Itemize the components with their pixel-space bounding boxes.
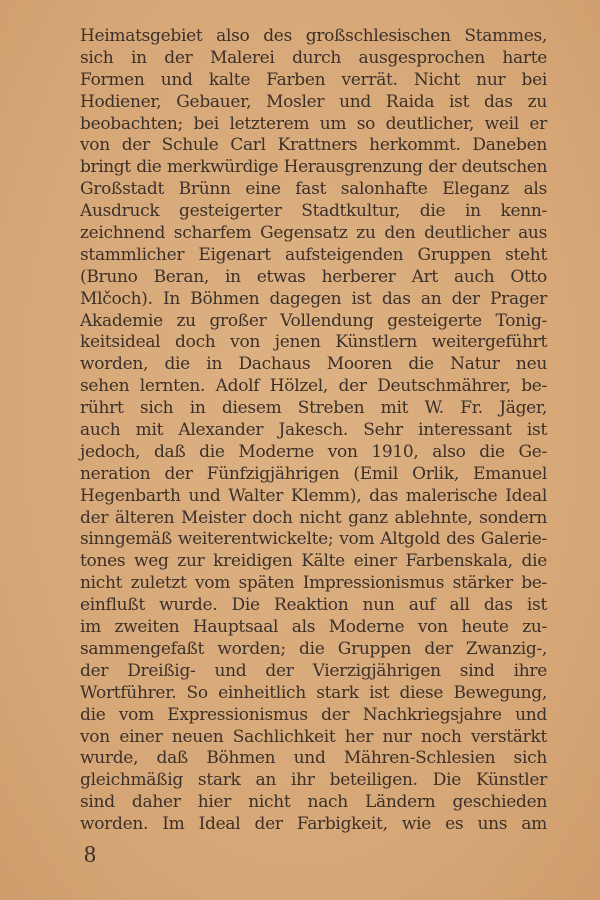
text-line: jedoch, daß die Moderne von 1910, also die Ge- xyxy=(80,441,547,462)
text-line: nicht zuletzt vom späten Impressionismus stärker be- xyxy=(80,573,547,594)
text-line: Großstadt Brünn eine fast salonhafte Eleganz als xyxy=(80,179,547,200)
text-line: sinngemäß weiterentwickelte; vom Altgold des Galerie- xyxy=(80,529,547,550)
text-line: Wortführer. So einheitlich stark ist diese Bewegung, xyxy=(80,682,547,703)
text-line: worden, die in Dachaus Mooren die Natur neu xyxy=(80,354,547,375)
text-line: von einer neuen Sachlichkeit her nur noch verstärkt xyxy=(80,726,547,747)
text-line: wurde, daß Böhmen und Mähren-Schlesien sich xyxy=(80,748,547,769)
text-line: Akademie zu großer Vollendung gesteigerte Tonig- xyxy=(80,310,547,331)
text-line: Ausdruck gesteigerter Stadtkultur, die in kenn- xyxy=(80,201,547,222)
text-line: Formen und kalte Farben verrät. Nicht nur bei xyxy=(80,69,547,90)
text-line: stammlicher Eigenart aufsteigenden Gruppen steht xyxy=(80,244,547,265)
text-line: (Bruno Beran, in etwas herberer Art auch Otto xyxy=(80,266,547,287)
text-line: Heimatsgebiet also des großschlesischen Stammes, xyxy=(80,26,547,46)
text-line: einflußt wurde. Die Reaktion nun auf all das ist xyxy=(80,595,547,616)
text-line: gleichmäßig stark an ihr beteiligen. Die Künstler xyxy=(80,770,547,791)
text-line: Mlčoch). In Böhmen dagegen ist das an der Prager xyxy=(80,288,547,309)
text-line: auch mit Alexander Jakesch. Sehr interessant ist xyxy=(80,420,547,441)
text-line: tones weg zur kreidigen Kälte einer Farbenskala, die xyxy=(80,551,547,572)
body-text xyxy=(80,26,547,836)
text-line: zeichnend scharfem Gegensatz zu den deutlicher aus xyxy=(80,223,547,244)
text-line: von der Schule Carl Krattners herkommt. Daneben xyxy=(80,135,547,156)
text-line: beobachten; bei letzterem um so deutlicher, weil er xyxy=(80,113,547,134)
text-line: neration der Fünfzigjährigen (Emil Orlik, Emanuel xyxy=(80,463,547,484)
text-line: im zweiten Hauptsaal als Moderne von heute zu- xyxy=(80,617,547,638)
text-line: rührt sich in diesem Streben mit W. Fr. Jäger, xyxy=(80,398,547,419)
text-line: keitsideal doch von jenen Künstlern weitergeführt xyxy=(80,332,547,353)
text-line: der älteren Meister doch nicht ganz ablehnte, sondern xyxy=(80,507,547,528)
text-line: Hegenbarth und Walter Klemm), das malerische Ideal xyxy=(80,485,547,506)
text-line: der Dreißig- und der Vierzigjährigen sind ihre xyxy=(80,660,547,681)
text-line: die vom Expressionismus der Nachkriegsjahre und xyxy=(80,704,547,725)
text-line: sammengefaßt worden; die Gruppen der Zwanzig-, xyxy=(80,638,547,659)
text-line: Hodiener, Gebauer, Mosler und Raida ist das zu xyxy=(80,91,547,112)
text-line: bringt die merkwürdige Herausgrenzung der deutschen xyxy=(80,157,547,178)
text-line: sind daher hier nicht nach Ländern geschieden xyxy=(80,792,547,813)
text-line: sehen lernten. Adolf Hölzel, der Deutschmährer, be- xyxy=(80,376,547,397)
page-number: 8 xyxy=(84,842,96,868)
text-line: sich in der Malerei durch ausgesprochen harte xyxy=(80,47,547,68)
text-line: worden. Im Ideal der Farbigkeit, wie es uns am xyxy=(80,814,547,835)
